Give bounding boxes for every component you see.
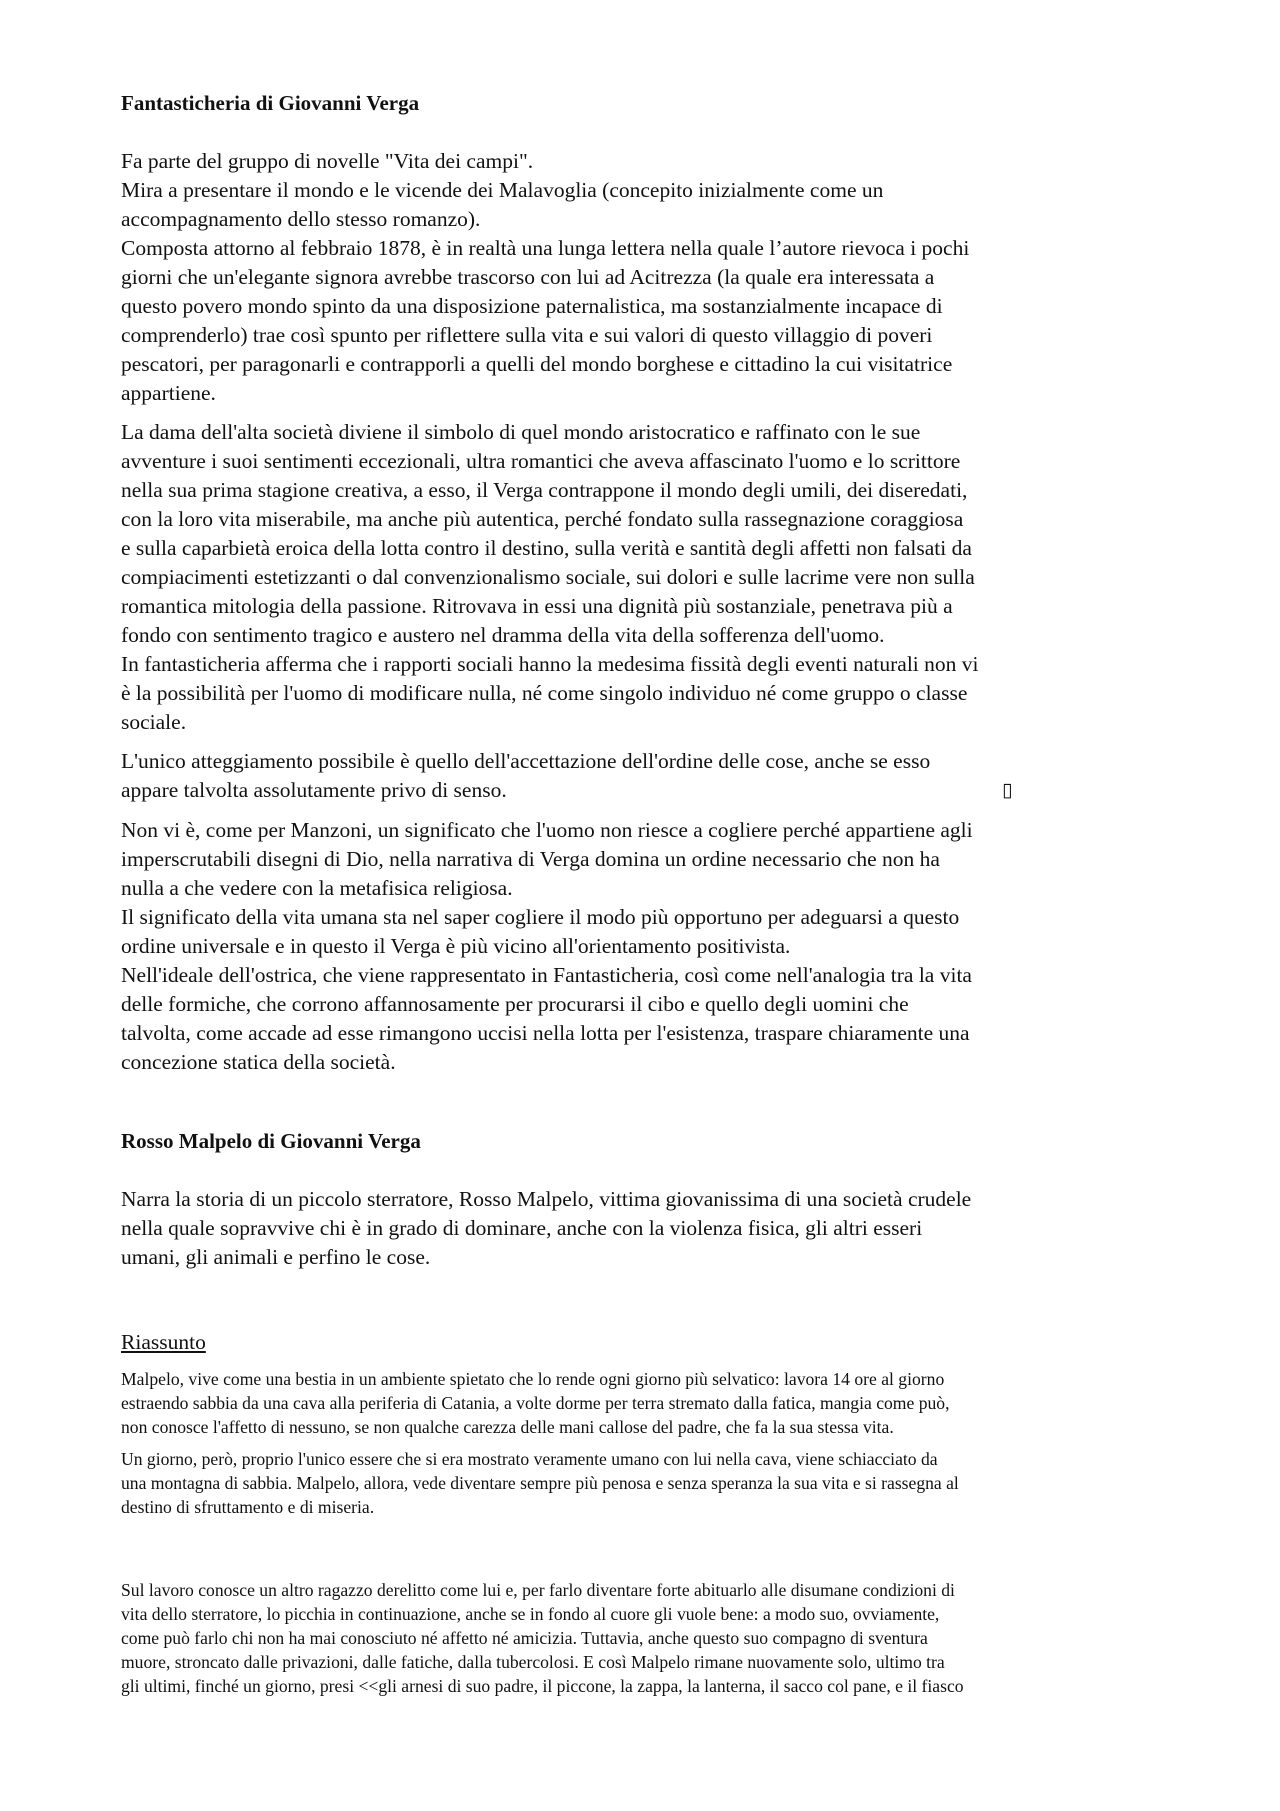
text-line: romantica mitologia della passione. Ritrovava in essi una dignità più sostanziale, penetrava più a: [121, 594, 953, 618]
text-line: Un giorno, però, proprio l'unico essere che si era mostrato veramente umano con lui nella cava, viene schiacciato da: [121, 1449, 938, 1469]
text-line: gli ultimi, finché un giorno, presi <<gli arnesi di suo padre, il piccone, la zappa, la lanterna, il sacco col pane, e il fiasco: [121, 1676, 964, 1696]
paragraph-narra: [121, 1185, 1171, 1272]
paragraph-manzoni: [121, 816, 1171, 1077]
text-line: delle formiche, che corrono affannosamente per procurarsi il cibo e quello degli uomini che: [121, 992, 909, 1016]
text-line: appartiene.: [121, 381, 216, 405]
text-line: compiacimenti estetizzanti o dal convenzionalismo sociale, sui dolori e sulle lacrime vere non sulla: [121, 565, 975, 589]
text-line: una montagna di sabbia. Malpelo, allora, vede diventare sempre più penosa e senza speranza la sua vita e si rassegna al: [121, 1473, 959, 1493]
text-line: Composta attorno al febbraio 1878, è in realtà una lunga lettera nella quale l’autore rievoca i pochi: [121, 236, 970, 260]
text-line: comprenderlo) trae così spunto per riflettere sulla vita e sui valori di questo villaggio di poveri: [121, 323, 933, 347]
paragraph-riassunto-3: [121, 1578, 1171, 1698]
text-line: giorni che un'elegante signora avrebbe trascorso con lui ad Acitrezza (la quale era interessata a: [121, 265, 935, 289]
section-title-fantasticheria: Fantasticheria di Giovanni Verga: [121, 91, 420, 115]
paragraph-riassunto-2: [121, 1447, 1171, 1519]
text-line: è la possibilità per l'uomo di modificare nulla, né come singolo individuo né come gruppo o classe: [121, 681, 968, 705]
paragraph-atteggiamento: [121, 747, 1171, 805]
placeholder-glyph-icon: ▯: [1002, 780, 1013, 801]
text-line: con la loro vita miserabile, ma anche più autentica, perché fondato sulla rassegnazione coraggiosa: [121, 507, 964, 531]
text-line: imperscrutabili disegni di Dio, nella narrativa di Verga domina un ordine necessario che non ha: [121, 847, 940, 871]
paragraph-intro: [121, 147, 1171, 408]
text-line: accompagnamento dello stesso romanzo).: [121, 207, 481, 231]
subheading-riassunto: Riassunto: [121, 1330, 206, 1354]
text-line: muore, stroncato dalle privazioni, dalle fatiche, dalla tubercolosi. E così Malpelo rimane nuovamente solo, ultimo tra: [121, 1652, 945, 1672]
text-line: estraendo sabbia da una cava alla periferia di Catania, a volte dorme per terra stremato dalla fatica, mangia come può,: [121, 1393, 950, 1413]
text-line: talvolta, come accade ad esse rimangono uccisi nella lotta per l'esistenza, traspare chiaramente una: [121, 1021, 970, 1045]
text-line: e sulla caparbietà eroica della lotta contro il destino, sulla verità e santità degli affetti non falsati da: [121, 536, 972, 560]
paragraph-dama: [121, 418, 1171, 737]
text-line: Sul lavoro conosce un altro ragazzo derelitto come lui e, per farlo diventare forte abituarlo alle disumane condizioni di: [121, 1580, 955, 1600]
paragraph-riassunto-1: [121, 1367, 1171, 1439]
text-line: Fa parte del gruppo di novelle "Vita dei campi".: [121, 149, 534, 173]
text-line: pescatori, per paragonarli e contrapporli a quelli del mondo borghese e cittadino la cui visitatrice: [121, 352, 953, 376]
text-line: avventure i suoi sentimenti eccezionali, ultra romantici che aveva affascinato l'uomo e lo scrittore: [121, 449, 961, 473]
text-line: fondo con sentimento tragico e austero nel dramma della vita della sofferenza dell'uomo.: [121, 623, 885, 647]
text-line: destino di sfruttamento e di miseria.: [121, 1497, 375, 1517]
text-line: Non vi è, come per Manzoni, un significato che l'uomo non riesce a cogliere perché appartiene agli: [121, 818, 973, 842]
text-line: nella quale sopravvive chi è in grado di dominare, anche con la violenza fisica, gli altri esseri: [121, 1216, 923, 1240]
text-line: Nell'ideale dell'ostrica, che viene rappresentato in Fantasticheria, così come nell'analogia tra la vita: [121, 963, 972, 987]
text-line: sociale.: [121, 710, 187, 734]
text-line: vita dello sterratore, lo picchia in continuazione, anche se in fondo al cuore gli vuole bene: a modo suo, ovviamente,: [121, 1604, 940, 1624]
text-line: appare talvolta assolutamente privo di senso.: [121, 778, 507, 802]
text-line: La dama dell'alta società diviene il simbolo di quel mondo aristocratico e raffinato con le sue: [121, 420, 921, 444]
text-line: In fantasticheria afferma che i rapporti sociali hanno la medesima fissità degli eventi naturali non vi: [121, 652, 979, 676]
section-title-rosso-malpelo: Rosso Malpelo di Giovanni Verga: [121, 1129, 421, 1153]
text-line: ordine universale e in questo il Verga è più vicino all'orientamento positivista.: [121, 934, 791, 958]
text-line: Mira a presentare il mondo e le vicende dei Malavoglia (concepito inizialmente come un: [121, 178, 884, 202]
text-line: questo povero mondo spinto da una disposizione paternalistica, ma sostanzialmente incapace di: [121, 294, 943, 318]
text-line: Narra la storia di un piccolo sterratore, Rosso Malpelo, vittima giovanissima di una società crudele: [121, 1187, 972, 1211]
text-line: Il significato della vita umana sta nel saper cogliere il modo più opportuno per adeguarsi a questo: [121, 905, 960, 929]
text-line: non conosce l'affetto di nessuno, se non qualche carezza delle mani callose del padre, che fa la sua stessa vita.: [121, 1417, 894, 1437]
text-line: umani, gli animali e perfino le cose.: [121, 1245, 431, 1269]
text-line: Malpelo, vive come una bestia in un ambiente spietato che lo rende ogni giorno più selvatico: lavora 14 ore al giorno: [121, 1369, 945, 1389]
text-line: nulla a che vedere con la metafisica religiosa.: [121, 876, 513, 900]
text-line: nella sua prima stagione creativa, a esso, il Verga contrappone il mondo degli umili, dei diseredati,: [121, 478, 968, 502]
text-line: concezione statica della società.: [121, 1050, 396, 1074]
text-line: come può farlo chi non ha mai conosciuto né affetto né amicizia. Tuttavia, anche questo suo compagno di sventura: [121, 1628, 928, 1648]
text-line: L'unico atteggiamento possibile è quello dell'accettazione dell'ordine delle cose, anche se esso: [121, 749, 931, 773]
